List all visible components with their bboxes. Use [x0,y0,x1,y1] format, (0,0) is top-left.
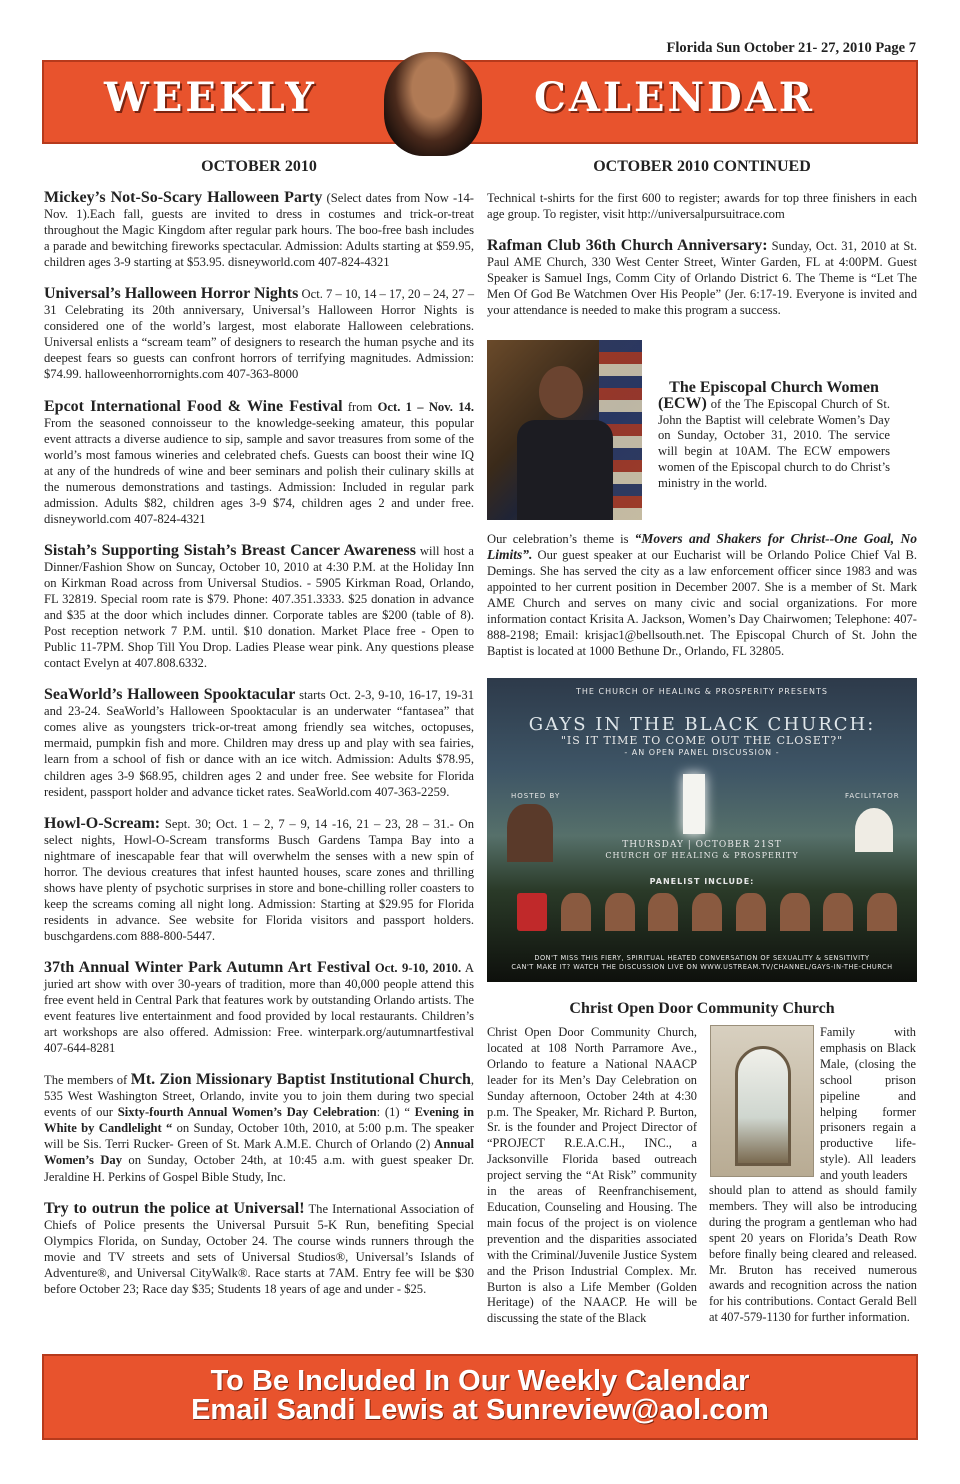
event-title: Mickey’s Not-So-Scary Halloween Party [44,189,323,206]
face-graphic [539,366,583,418]
flyer-subtitle-2: - AN OPEN PANEL DISCUSSION - [624,748,780,757]
event-title: SeaWorld’s Halloween Spooktacular [44,686,296,704]
arched-door-graphic [735,1046,791,1166]
continued-text: Technical t-shirts for the first 600 to register; awards for top three finishers in each age group. To register, visit http://universalpursuitrace.com [487,191,917,222]
mt-zion-entry [44,1072,474,1184]
event-body: Oct. 7 – 10, 14 – 17, 20 – 24, 27 – 31 Celebrating its 20th anniversary, Universal’s Halloween Horror Nights is considered one of the world’s largest, most elaborate Halloween celebrations. Universal enlists a “scream team” of designers to research the human psyche and its deepest fears so guests can confront horrors of terrifying magnitudes. Admission: $74.99. halloweenhorrornights.com 407-363-8000 [44,287,474,382]
panelist-photo [736,893,766,931]
ecw-theme: “Movers and Shakers for Christ--One Goal, No Limits”. [487,531,917,562]
mt-zion-celebration: Sixty-fourth Annual Women’s Day Celebration [117,1105,377,1120]
flyer-subtitle: "IS IT TIME TO COME OUT THE CLOSET?" [560,734,844,747]
event-entry [44,960,474,1056]
flyer-footer [487,954,917,972]
right-column [487,158,917,334]
panelist-photos [517,893,897,933]
left-column-heading: OCTOBER 2010 [201,158,317,175]
event-entry [44,543,474,671]
mt-zion-intro: The members of [44,1073,131,1088]
event-body: will host a Dinner/Fashion Show on Suncay, October 10, 2010 at 4:30 P.M. at the Holiday Inn on Kirkman Road across from Universal Studios. - 5905 Kirkman Road, Orlando, FL 32819. Special room rate is $79. Phone: 407.351.3333. $25 donation in advance and $35 at the door which includes dinner. Corporate tables are $200 (table of 8). Post reception network 7 P.M. until. $10 donation. Market Place free - Open to Public 11-7PM. Shop Till You Drop. Ladies Please wear pink. Any questions please contact Evelyn at 407.808.6332. [44,543,474,671]
event-title: Howl-O-Scream: [44,814,161,832]
event-body-pre: from [342,399,378,414]
ecw-more-body: Our guest speaker at our Eucharist will be Orlando Police Chief Val B. Demings. She has served the city as a law enforcement officer since 1983 and was appointed to her current position in December 2007. She is a member of St. Mark AME Church and serves on many civic and social organizations. For more information contact Krisita A. Jackson, Women’s Day Chairwomen; Telephone: 407-888-2198; Email: krisjac1@bellsouth.net. The Episcopal Church of St. John the Baptist is located at 1000 Bethune Dr., Orlando, FL 32805. [487,548,917,658]
ecw-title: The Episcopal Church Women [669,379,879,396]
mt-zion-event-2: Annual Women’s Day [44,1137,474,1168]
panelist-photo [605,893,635,931]
panel-discussion-flyer [487,678,917,982]
panelist-photo [692,893,722,931]
event-body: Sept. 30; Oct. 1 – 2, 7 – 9, 14 -16, 21 – 23, 28 – 31.- On select nights, Howl-O-Scream transforms Busch Gardens Tampa Bay into a nightmare of inescapable fear that will overwhelm the senses with a new spin of horror. The devious creatures that infest haunted houses, scare zones and thrilling shows have plenty of psychotic surprises in store and bone-chilling roller coasters to keep the screams coming all night long. Admission: Starting at $29.95 for Florida residents in advance. See website for Florida visitors and passport holders. buschgardens.com 888-800-5447. [44,816,474,943]
panelist-photo [823,893,853,931]
police-chief-photo [487,340,642,520]
open-door-graphic [683,774,705,834]
event-title: Sistah’s Supporting Sistah’s Breast Cancer Awareness [44,541,416,559]
event-dates: Oct. 9-10, 2010. [370,960,462,975]
banner-title-right: CALENDAR [534,74,816,121]
event-entry [44,816,474,944]
codc-heading: Christ Open Door Community Church [569,1000,835,1017]
event-entry [44,286,474,382]
flyer-presenter: THE CHURCH OF HEALING & PROSPERITY PRESENTS [576,687,828,696]
mt-zion-text: , 535 West Washington Street, Orlando, invite you to join them during two special events of our [44,1073,475,1120]
event-body: Sunday, Oct. 31, 2010 at St. Paul AME Church, 330 West Center Street, Winter Garden, FL at 4:00PM. Guest Speaker is Samuel Ings, Comm City of Orlando District 6. The Theme is “Let The Men Of God Be Watchmen Over His People” (Jer. 6:17-19. Everyone is invited and your attendance is needed to make this program a success. [487,239,917,318]
flyer-footer-line-1: DON'T MISS THIS FIERY, SPIRITUAL HEATED CONVERSATION OF SEXUALITY & SENSITIVITY [534,954,870,962]
event-title: Epcot International Food & Wine Festival [44,397,343,415]
event-dates: Oct. 1 – Nov. 14. [377,399,474,414]
ecw-continued [487,531,917,659]
flyer-hosted-label: HOSTED BY [511,792,561,800]
flyer-title: GAYS IN THE BLACK CHURCH: [528,714,876,735]
flyer-panel-label: PANELIST INCLUDE: [649,877,755,886]
flyer-venue: CHURCH OF HEALING & PROSPERITY [605,851,799,860]
flyer-facilitator-label: FACILITATOR [845,792,900,800]
mt-zion-title: Mt. Zion Missionary Baptist Institutional Church [130,1071,471,1089]
event-title: Rafman Club 36th Church Anniversary: [487,237,768,255]
panelist-photo [780,893,810,931]
event-body: A juried art show with over 30-years of tradition, more than 40,000 people attend this free event held in Central Park that features work by outstanding Orlando artists. The event features live entertainment and food provided by local restaurants. Children’s art workshops are also offered. Admission: Free. winterpark.org/autumnartfestival 407-644-8281 [44,960,474,1056]
panelist-photo [561,893,591,931]
mt-zion-event-1: Evening in White by Candlelight “ [44,1105,474,1136]
event-body: From the seasoned connoisseur to the knowledge-seeking amateur, this popular event attracts a diverse audience to sip, sample and savor treasures from some of the world’s most famous wineries and celebrated chefs. Guests can boost their wine IQ at any of the hundreds of wine and beer seminars and polish their culinary skills at the numerous demonstrations and tastings. Admission: Included in regular park admission. Adults $82, children ages 3-9 $74, children ages 2 and under free. disneyworld.com 407-824-4321 [44,415,474,526]
codc-body-continued: should plan to attend as should family members. They will also be introducing during the program a gentleman who had spent 20 years on Florida’s Death Row before finally being cleared and released. Mr. Bruton has received numerous awards and recognition across the nation for his contributions. Contact Gerald Bell at 407-579-1130 for further information. [709,1183,917,1325]
submission-banner [42,1354,918,1440]
event-entry [44,190,474,270]
flyer-footer-line-2: CAN'T MAKE IT? WATCH THE DISCUSSION LIVE ON WWW.USTREAM.TV/CHANNEL/GAYS-IN-THE-CHURCH [511,963,893,971]
flyer-date: THURSDAY | OCTOBER 21ST [622,840,782,850]
event-body: (Select dates from Now -14-Nov. 1).Each fall, guests are invited to dress in costumes and trick-or-treat throughout the Magic Kingdom after regular park hours. The boo-free bash includes a parade and bewitching fireworks spectacular. Admission: Adults starting at $59.95, children ages 3-9 starting at $53.95. disneyworld.com 407-824-4321 [44,191,474,270]
police-run-entry [44,1201,474,1297]
banner-portrait-photo [384,52,482,156]
right-column-heading: OCTOBER 2010 CONTINUED [593,158,811,175]
panelist-photo [517,893,547,931]
running-header: Florida Sun October 21- 27, 2010 Page 7 [666,40,916,56]
mt-zion-text: on Sunday, October 10th, 2010, at 5:00 p.m. The speaker will be Sis. Terri Rucker- Green of St. Mark A.M.E. Church of Orlando (2) [44,1121,474,1152]
event-body: The International Association of Chiefs of Police presents the Universal Pursuit 5-K Run, benefiting Special Olympics Florida, on Sunday, October 24. The course winds runners through the movie and TV streets and sets of Universal Studios®, Universal’s Islands of Adventure®, and Universal CityWalk®. Race starts at 7AM. Entry fee will be $30 before October 23; Race day $35; Students 18 years of age and under - $25. [44,1201,475,1296]
event-body: starts Oct. 2-3, 9-10, 16-17, 19-31 and 23-24. SeaWorld’s Halloween Spooktacular is an underwater “fantasea” that comes alive as youngsters trick-or-treat among friendly sea witches, octopuses, mermaid, pumpkin fish and more. Children may dress up and play with sea fairies, learn from a school of fish or dance with an ice witch. Admission: Adults $78.95, children ages 3-9 $68.95, children ages 2 and under free. See website for Florida resident, passport holder and advance ticket rates. SeaWorld.com 407-363-2259. [44,688,474,799]
event-title: 37th Annual Winter Park Autumn Art Festival [44,958,371,976]
mt-zion-text: on Sunday, October 24th, at 10:45 a.m. with guest speaker Dr. Jeraldine H. Perkins of Gospel Bible Study, Inc. [44,1153,474,1184]
banner-title-left: WEEKLY [104,74,317,121]
event-entry [44,399,474,527]
ecw-abbrev: (ECW) [658,394,707,412]
uniform-graphic [517,420,613,520]
panelist-photo [648,893,678,931]
event-entry [487,238,917,318]
codc-body-left: Christ Open Door Community Church, located at 108 North Parramore Ave., Orlando to feature a National NAACP leader for its Men’s Day Celebration on Sunday afternoon, October 24th at 4:30 p.m. The Speaker, Mr. Richard P. Burton, Sr. is the founder and Project Director of “PROJECT R.E.A.C.H., INC., a Jacksonville Florida based outreach project serving the “At Risk” community in the areas of Reenfranchisement, Education, Counseling and Housing. The main focus of the project is on violence prevention and the disparities associated with the Criminal/Juvenile Justice System and the Prison Industrial Complex. Mr. Burton is also a Life Member (Golden Heritage) of the NAACP. He will be discussing the state of the Black [487,1025,697,1326]
codc-body-wrap: Family with emphasis on Black Male, (closing the school prison pipeline and helping former prisoners regain a productive life-style). All leaders and youth leaders [820,1025,916,1183]
mt-zion-text: : (1) “ [376,1105,415,1120]
submission-line-1: To Be Included In Our Weekly Calendar [210,1365,750,1397]
left-column [44,158,474,1313]
submission-line-2: Email Sandi Lewis at Sunreview@aol.com [191,1394,769,1426]
ecw-theme-intro: Our celebration’s theme is [487,532,635,546]
church-door-photo [710,1025,814,1177]
ecw-body: of the The Episcopal Church of St. John the Baptist will celebrate Women’s Day on Sunday, October 31, 2010. The service will begin at 10AM. The ECW empowers women of the Episcopal church to do Christ’s ministry in the world. [658,396,890,490]
event-title: Try to outrun the police at Universal! [44,1199,305,1217]
panelist-photo [867,893,897,931]
event-title: Universal’s Halloween Horror Nights [44,285,299,303]
event-entry [44,687,474,799]
ecw-entry [658,380,890,492]
